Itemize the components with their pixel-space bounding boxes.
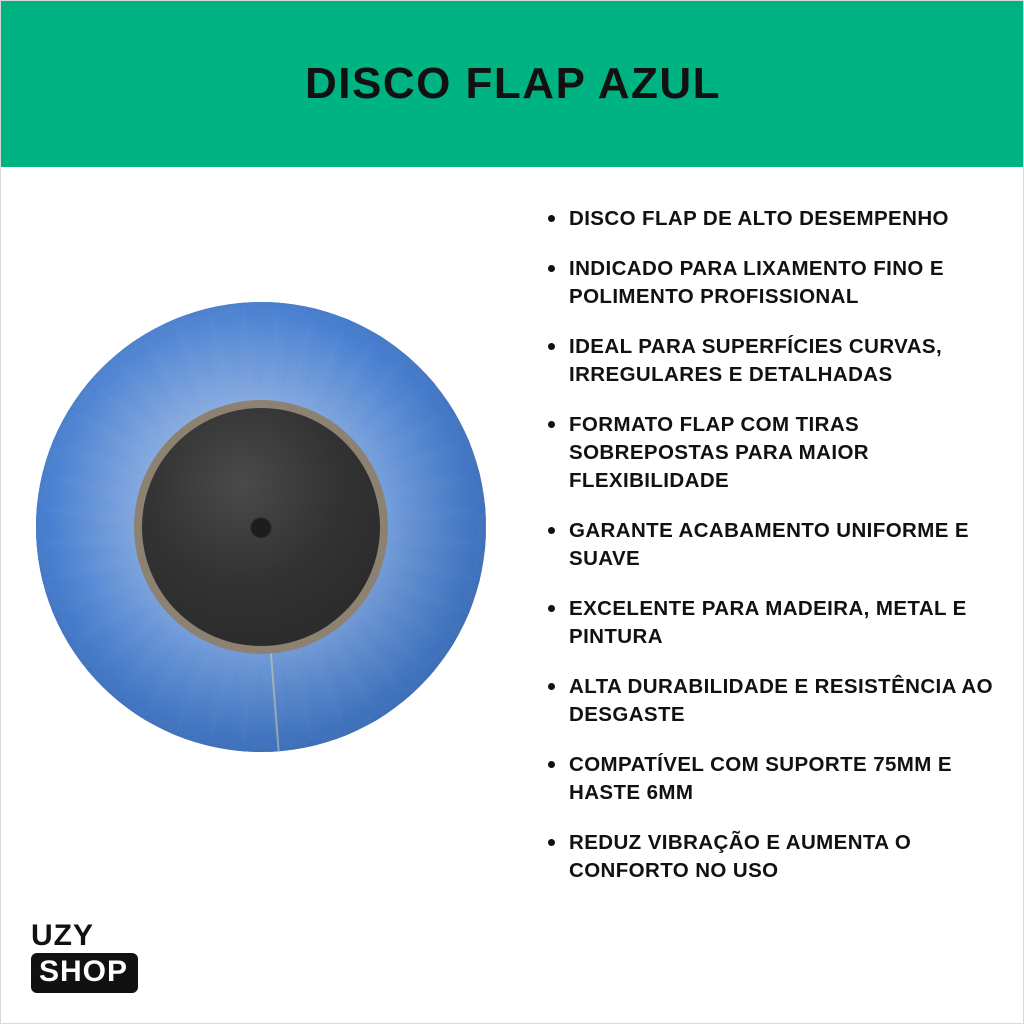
bullet-icon — [548, 421, 555, 428]
feature-text: ALTA DURABILIDADE E RESISTÊNCIA AO DESGASTE — [569, 675, 993, 726]
feature-text: INDICADO PARA LIXAMENTO FINO E POLIMENTO PROFISSIONAL — [569, 257, 944, 308]
bullet-icon — [548, 839, 555, 846]
feature-text: IDEAL PARA SUPERFÍCIES CURVAS, IRREGULARES E DETALHADAS — [569, 335, 943, 386]
feature-list-item — [541, 673, 1009, 729]
content-area — [1, 167, 1024, 1024]
header-banner — [1, 1, 1024, 167]
feature-list-item — [541, 205, 1009, 233]
disc-center-hole — [250, 516, 272, 538]
bullet-icon — [548, 527, 555, 534]
feature-text: GARANTE ACABAMENTO UNIFORME E SUAVE — [569, 519, 969, 570]
feature-text: EXCELENTE PARA MADEIRA, METAL E PINTURA — [569, 597, 967, 648]
brand-logo — [31, 919, 191, 1005]
bullet-icon — [548, 343, 555, 350]
logo-text-secondary: SHOP — [31, 953, 138, 993]
feature-list-item — [541, 411, 1009, 495]
bullet-icon — [548, 683, 555, 690]
product-image-panel — [1, 167, 521, 1024]
feature-list — [541, 205, 1009, 907]
feature-list-item — [541, 751, 1009, 807]
feature-list-item — [541, 333, 1009, 389]
bullet-icon — [548, 761, 555, 768]
feature-text: FORMATO FLAP COM TIRAS SOBREPOSTAS PARA MAIOR FLEXIBILIDADE — [569, 413, 869, 492]
feature-text: REDUZ VIBRAÇÃO E AUMENTA O CONFORTO NO USO — [569, 831, 912, 882]
logo-text-primary: UZY — [31, 919, 94, 952]
bullet-icon — [548, 265, 555, 272]
page-title: DISCO FLAP AZUL — [304, 59, 722, 108]
feature-list-item — [541, 829, 1009, 885]
flap-disc-image — [36, 302, 486, 752]
bullet-icon — [548, 605, 555, 612]
feature-text: COMPATÍVEL COM SUPORTE 75MM E HASTE 6MM — [569, 753, 952, 804]
feature-list-item — [541, 255, 1009, 311]
feature-text: DISCO FLAP DE ALTO DESEMPENHO — [569, 207, 949, 230]
feature-list-item — [541, 517, 1009, 573]
bullet-icon — [548, 215, 555, 222]
feature-list-item — [541, 595, 1009, 651]
